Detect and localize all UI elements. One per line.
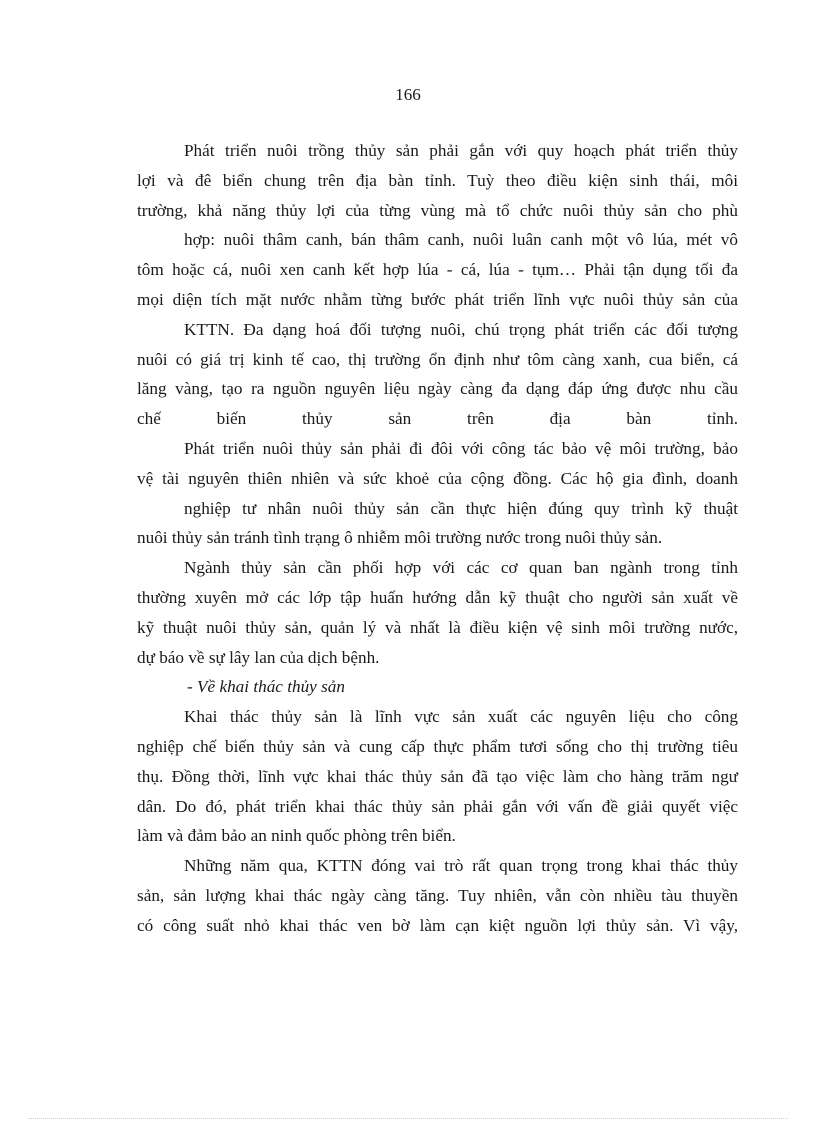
text-line: nuôi thủy sản tránh tình trạng ô nhiễm môi trường nước trong nuôi thủy sản. [137, 528, 663, 548]
text-line: chế biến thủy sản trên địa bàn tỉnh. [137, 409, 738, 429]
text-line: thường xuyên mở các lớp tập huấn hướng dẫn kỹ thuật cho người sản xuất về [137, 587, 738, 607]
page-number: 166 [395, 85, 421, 104]
text-line: dân. Do đó, phát triển khai thác thủy sản phải gắn với vấn đề giải quyết việc [137, 796, 738, 816]
text-line: vệ tài nguyên thiên nhiên và sức khoẻ của cộng đồng. Các hộ gia đình, doanh [137, 468, 738, 488]
text-line: Phát triển nuôi trồng thủy sản phải gắn với quy hoạch phát triển thủy [184, 141, 738, 160]
text-line: Khai thác thủy sản là lĩnh vực sản xuất các nguyên liệu cho công [184, 707, 738, 727]
body-text [137, 136, 738, 941]
text-line: mọi diện tích mặt nước nhằm từng bước phát triển lĩnh vực nuôi thủy sản của [137, 289, 738, 309]
section-subheading: - Về khai thác thủy sản [187, 677, 345, 697]
text-line: trường, khả năng thủy lợi của từng vùng mà tổ chức nuôi thủy sản cho phù [137, 200, 738, 220]
text-line: lăng vàng, tạo ra nguồn nguyên liệu ngày càng đa dạng đáp ứng được nhu cầu [137, 379, 738, 399]
text-line: nghiệp tư nhân nuôi thủy sản cần thực hiện đúng quy trình kỹ thuật [184, 498, 738, 518]
text-line: thụ. Đồng thời, lĩnh vực khai thác thủy sản đã tạo việc làm cho hàng trăm ngư [137, 766, 738, 786]
text-line: lợi và đê biển chung trên địa bàn tỉnh. Tuỳ theo điều kiện sinh thái, môi [137, 170, 738, 190]
text-line: nuôi có giá trị kinh tế cao, thị trường ổn định như tôm càng xanh, cua biển, cá [137, 349, 738, 369]
text-line: Những năm qua, KTTN đóng vai trò rất quan trọng trong khai thác thủy [184, 856, 738, 876]
text-line: dự báo về sự lây lan của dịch bệnh. [137, 647, 380, 667]
text-line: Ngành thủy sản cần phối hợp với các cơ quan ban ngành trong tỉnh [184, 558, 738, 578]
text-line: sản, sản lượng khai thác ngày càng tăng. Tuy nhiên, vẫn còn nhiều tàu thuyền [137, 885, 738, 905]
text-line: Phát triển nuôi thủy sản phải đi đôi với công tác bảo vệ môi trường, bảo [184, 438, 738, 458]
text-line: làm và đảm bảo an ninh quốc phòng trên biển. [137, 826, 456, 846]
text-line: nghiệp chế biến thủy sản và cung cấp thực phẩm tươi sống cho thị trường tiêu [137, 736, 738, 756]
footer-divider [28, 1118, 788, 1119]
text-line: tôm hoặc cá, nuôi xen canh kết hợp lúa - cá, lúa - tụm… Phải tận dụng tối đa [137, 260, 738, 280]
text-line: KTTN. Đa dạng hoá đối tượng nuôi, chú trọng phát triển các đối tượng [184, 319, 738, 339]
text-line: có công suất nhỏ khai thác ven bờ làm cạn kiệt nguồn lợi thủy sản. Vì vậy, [137, 915, 738, 935]
text-line: kỹ thuật nuôi thủy sản, quản lý và nhất là điều kiện vệ sinh môi trường nước, [137, 617, 738, 637]
text-line: hợp: nuôi thâm canh, bán thâm canh, nuôi luân canh một vô lúa, mét vô [184, 230, 738, 250]
